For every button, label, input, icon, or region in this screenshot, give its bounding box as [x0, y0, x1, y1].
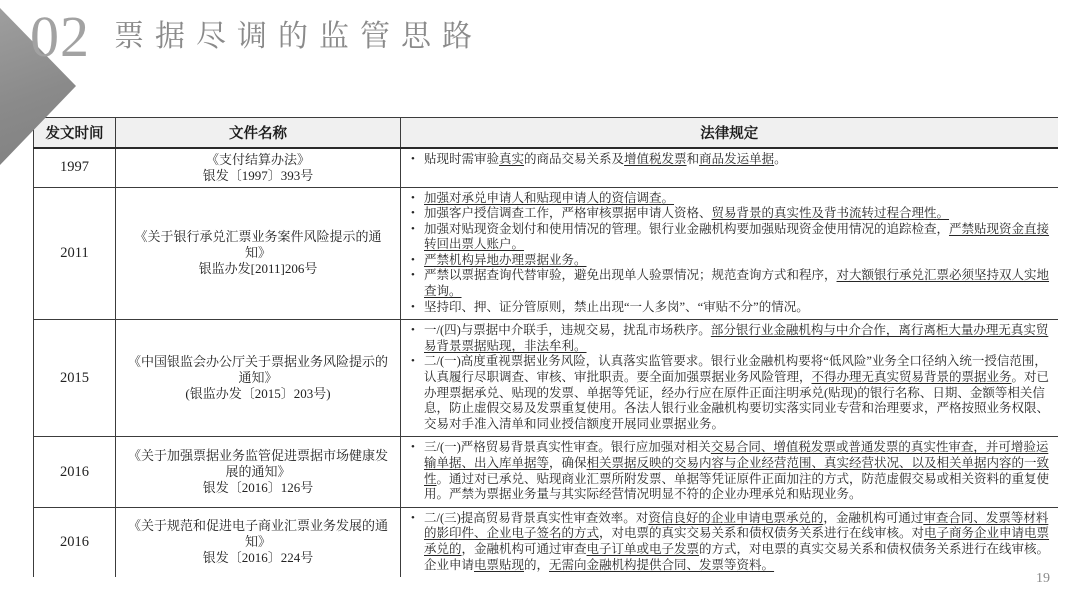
section-number: 02 — [30, 4, 90, 69]
provision-text-underlined: 贸易背景的真实性及背书流转过程合理性。 — [711, 206, 950, 221]
provision-text-underlined: 电子商务企业申请电票承兑的 — [424, 526, 1050, 556]
provision-text-underlined: 审查合同、发票等材料的影印件、企业电子签名的方式 — [424, 510, 1049, 541]
provision-text-underlined: 对大额银行承兑汇票必须坚持双人实地查询。 — [424, 268, 1050, 299]
col-header-document-name: 文件名称 — [116, 118, 401, 148]
bullet-marker: • — [411, 355, 415, 368]
document-name-line: 《关于加强票据业务监管促进票据市场健康发展的通知》 — [127, 448, 388, 480]
provision-bullet-item — [409, 222, 1050, 253]
document-name-line: 银监办发[2011]206号 — [198, 261, 318, 277]
bullet-marker: • — [411, 253, 415, 266]
document-name-line: 银发〔1997〕393号 — [202, 167, 314, 183]
provision-text: 和 — [686, 151, 700, 166]
provision-text: 坚持印、押、证分管原则，禁止出现“一人多岗”、“审贴不分”的情况。 — [424, 299, 809, 314]
provision-bullet-item — [409, 323, 1050, 354]
provision-text: 严禁以票据查询代替审验，避免出现单人验票情况；规范查询方式和程序， — [424, 268, 837, 283]
bullet-marker: • — [411, 191, 415, 204]
provision-text: 贴现时需审验 — [424, 151, 500, 166]
provision-text-underlined: 增值税发票 — [624, 151, 687, 166]
table-row — [34, 507, 1058, 577]
document-name-cell — [116, 507, 401, 577]
provision-text: 加强客户授信调查工作，严格审核票据申请人资格、 — [424, 206, 712, 221]
document-name-line: 《中国银监会办公厅关于票据业务风险提示的通知》 — [127, 354, 388, 386]
provision-text-underlined: 严禁贴现资金直接转回出票人账户。 — [424, 221, 1050, 252]
document-name-line: 《关于规范和促进电子商业汇票业务发展的通知》 — [127, 518, 388, 550]
issue-year-cell: 1997 — [34, 148, 116, 188]
table-row — [34, 148, 1058, 188]
provision-text-underlined: 交易合同、增值税发票或普通发票的真实性审查，并可增验运输单据、出入库单据等 — [424, 440, 1049, 470]
document-name-cell — [116, 148, 401, 188]
table-row — [34, 187, 1058, 320]
col-header-issue-date: 发文时间 — [34, 118, 116, 148]
document-name-line: 银发〔2016〕126号 — [202, 480, 314, 496]
document-name-cell — [116, 320, 401, 437]
document-name-line: 银发〔2016〕224号 — [202, 550, 314, 566]
provision-text-underlined: 电子订单或电子发票 — [586, 541, 700, 556]
provision-text-underlined: 相关票据反映的交易内容与企业经营范围、真实经营状况、以及相关单据内容的一致性 — [424, 456, 1050, 486]
provision-text: 。通过对已承兑、贴现商业汇票所附发票、单据等凭证原件正面加注的方式，防范虚假交易或相关资料的重复使用。严禁为票据业务量与其实际经营情况明显不符的企业办理承兑和贴现业务。 — [424, 471, 1050, 502]
table-row — [34, 320, 1058, 437]
col-header-legal-provisions: 法律规定 — [401, 118, 1058, 148]
provision-bullet-item — [409, 440, 1050, 502]
document-name-cell — [116, 437, 401, 507]
legal-provisions-cell — [401, 320, 1058, 437]
bullet-marker: • — [411, 207, 415, 220]
provision-text-underlined: 电票贴现 — [474, 557, 525, 572]
legal-provisions-cell — [401, 148, 1058, 188]
table-body — [34, 148, 1058, 578]
provision-text: 。对已办理票据承兑、贴现的发票、单据等凭证，经办行应在原件正面注明承兑(贴现)的银行名称、日期、金额等相关信息，防止虚假交易及发票重复使用。各法人银行业金融机构要切实落实同业专营和治理要求，严格按照业务权限、交易对手准入清单和同业授信额度开展同业票据业务。 — [424, 370, 1050, 431]
provision-text-underlined: 资信良好的企业申请电票承兑的 — [648, 510, 824, 525]
bullet-marker: • — [411, 324, 415, 337]
bullet-marker: • — [411, 152, 415, 165]
provision-text: 的方式，对电票的真实交易关系和债权债务关系进行在线审核。企业申请 — [424, 541, 1050, 572]
bullet-marker: • — [411, 300, 415, 313]
provision-text: 三/(一)严格贸易背景真实性审查。银行应加强对相关 — [424, 440, 711, 455]
provision-bullet-item — [409, 191, 1050, 207]
document-name-line: 《支付结算办法》 — [205, 151, 310, 167]
provision-text: ，金融机构可通过 — [823, 510, 924, 525]
provision-text: ，确保 — [549, 456, 587, 470]
provision-text-underlined: 商品发运单据 — [699, 151, 775, 166]
document-name-cell — [116, 187, 401, 320]
provision-text-underlined: 不得办理无真实贸易背景的票据业务 — [811, 370, 1012, 385]
provision-text: 的， — [524, 557, 550, 572]
document-name-line: (银监办发〔2015〕203号) — [185, 386, 331, 402]
provision-text: 的商品交易关系及 — [524, 151, 625, 166]
provision-text-underlined: 加强对承兑申请人和贴现申请人的资信调查。 — [424, 190, 675, 205]
provision-text: 二/(一)高度重视票据业务风险，认真落实监管要求。银行业金融机构要将“低风险”业务全口径纳入统一授信范围，认真履行尽职调查、审核、审批职责。要全面加强票据业务风险管理， — [424, 354, 1047, 385]
regulation-table — [33, 117, 1058, 577]
provision-bullet-item — [409, 354, 1050, 432]
page-title: 票据尽调的监管思路 — [114, 20, 483, 53]
issue-year-cell: 2016 — [34, 437, 116, 507]
bullet-marker: • — [411, 511, 415, 524]
provision-text: 二/(三)提高贸易背景真实性审查效率。对 — [424, 510, 649, 525]
bullet-marker: • — [411, 222, 415, 235]
provision-text: ，金融机构可通过审查 — [461, 541, 587, 556]
provision-bullet-item — [409, 253, 1050, 269]
bullet-marker: • — [411, 441, 415, 454]
provision-bullet-item — [409, 268, 1050, 299]
provision-text-underlined: 部分银行业金融机构与中介合作，离行离柜大量办理无真实贸易背景票据贴现，非法牟利。 — [424, 323, 1049, 353]
provision-bullet-item — [409, 206, 1050, 222]
provision-text: 。 — [774, 151, 787, 166]
slide-header — [30, 4, 483, 69]
issue-year-cell: 2011 — [34, 187, 116, 320]
provision-bullet-item — [409, 300, 1050, 316]
provision-text-underlined: 真实 — [499, 151, 525, 166]
provision-bullet-item — [409, 511, 1050, 573]
legal-provisions-cell — [401, 507, 1058, 577]
provision-text: ，对电票的真实交易关系和债权债务关系进行在线审核。对 — [599, 526, 925, 541]
document-name-line: 《关于银行承兑汇票业务案件风险提示的通知》 — [134, 229, 382, 261]
issue-year-cell: 2016 — [34, 507, 116, 577]
provision-bullet-item — [409, 152, 1050, 168]
provision-text-underlined: 无需向金融机构提供合同、发票等资料。 — [549, 557, 775, 572]
bullet-marker: • — [411, 269, 415, 282]
legal-provisions-cell — [401, 187, 1058, 320]
provision-text: 一/(四)与票据中介联手，违规交易，扰乱市场秩序。 — [424, 323, 711, 338]
table-row — [34, 437, 1058, 507]
issue-year-cell: 2015 — [34, 320, 116, 437]
table-header-row — [34, 118, 1058, 148]
provision-text-underlined: 严禁机构异地办理票据业务。 — [424, 252, 587, 267]
page-number: 19 — [1036, 571, 1050, 586]
legal-provisions-cell — [401, 437, 1058, 507]
provision-text: 加强对贴现资金划付和使用情况的管理。银行业金融机构要加强贴现资金使用情况的追踪检查， — [424, 221, 950, 236]
